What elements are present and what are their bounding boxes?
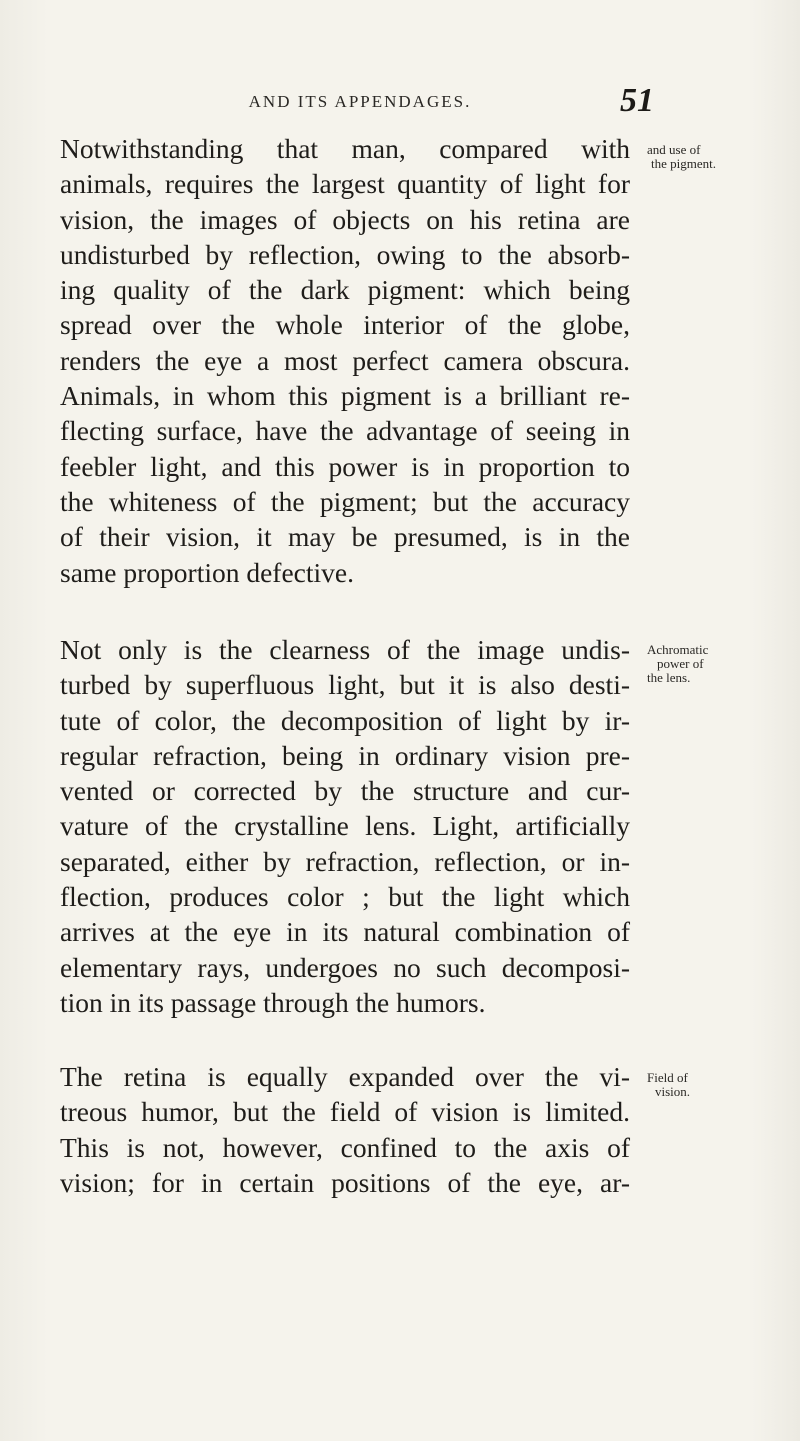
text-line: the whiteness of the pigment; but the accuracy <box>60 485 630 517</box>
margin-note-line: the pigment. <box>651 156 716 171</box>
text-line: turbed by superfluous light, but it is also desti- <box>60 669 630 701</box>
margin-note-line: the lens. <box>647 670 691 685</box>
text-line: vision; for in certain positions of the eye, ar- <box>60 1166 630 1198</box>
margin-note-line: Field of <box>647 1070 688 1085</box>
running-head: AND ITS APPENDAGES. <box>248 92 472 111</box>
margin-note-line: power of <box>657 656 704 671</box>
text-line: regular refraction, being in ordinary vision pre- <box>60 739 630 771</box>
text-line: flecting surface, have the advantage of seeing in <box>60 415 630 447</box>
text-line: treous humor, but the field of vision is limited. <box>60 1096 630 1128</box>
text-line: of their vision, it may be presumed, is in the <box>60 521 630 553</box>
paragraph-achromatic <box>60 632 630 1020</box>
text-line: animals, requires the largest quantity of light for <box>60 168 630 200</box>
text-line: arrives at the eye in its natural combination of <box>60 916 630 948</box>
margin-note-achromatic <box>647 643 757 685</box>
text-line: This is not, however, confined to the axis of <box>60 1131 630 1163</box>
text-line: vented or corrected by the structure and cur- <box>60 775 630 807</box>
text-line: tion in its passage through the humors. <box>60 986 486 1018</box>
text-line: renders the eye a most perfect camera obscura. <box>60 344 630 376</box>
margin-note-line: Achromatic <box>647 642 709 657</box>
text-line: tute of color, the decomposition of light by ir- <box>60 704 630 736</box>
margin-note-field <box>647 1071 757 1099</box>
margin-note-pigment <box>647 143 757 171</box>
text-line: undisturbed by reflection, owing to the absorb- <box>60 238 630 270</box>
text-line: Not only is the clearness of the image undis- <box>60 634 630 665</box>
text-line: vature of the crystalline lens. Light, artificially <box>60 810 630 842</box>
text-line: ing quality of the dark pigment: which being <box>60 274 630 306</box>
margin-note-line: and use of <box>647 142 701 157</box>
margin-note-line: vision. <box>655 1084 691 1099</box>
text-line: flection, produces color ; but the light which <box>60 881 630 913</box>
text-line: The retina is equally expanded over the vi- <box>60 1061 630 1092</box>
paragraph-pigment <box>60 131 630 590</box>
text-line: Notwithstanding that man, compared with <box>60 133 630 164</box>
text-line: same proportion defective. <box>60 556 354 588</box>
paragraph-field-of-vision <box>60 1059 630 1200</box>
text-line: separated, either by refraction, reflection, or in- <box>60 845 630 877</box>
text-line: vision, the images of objects on his retina are <box>60 203 630 235</box>
text-line: elementary rays, undergoes no such decomposi- <box>60 951 630 983</box>
page-number: 51 <box>620 82 654 119</box>
text-line: feebler light, and this power is in proportion to <box>60 450 630 482</box>
text-line: spread over the whole interior of the globe, <box>60 309 630 341</box>
text-line: Animals, in whom this pigment is a brilliant re- <box>60 380 630 412</box>
